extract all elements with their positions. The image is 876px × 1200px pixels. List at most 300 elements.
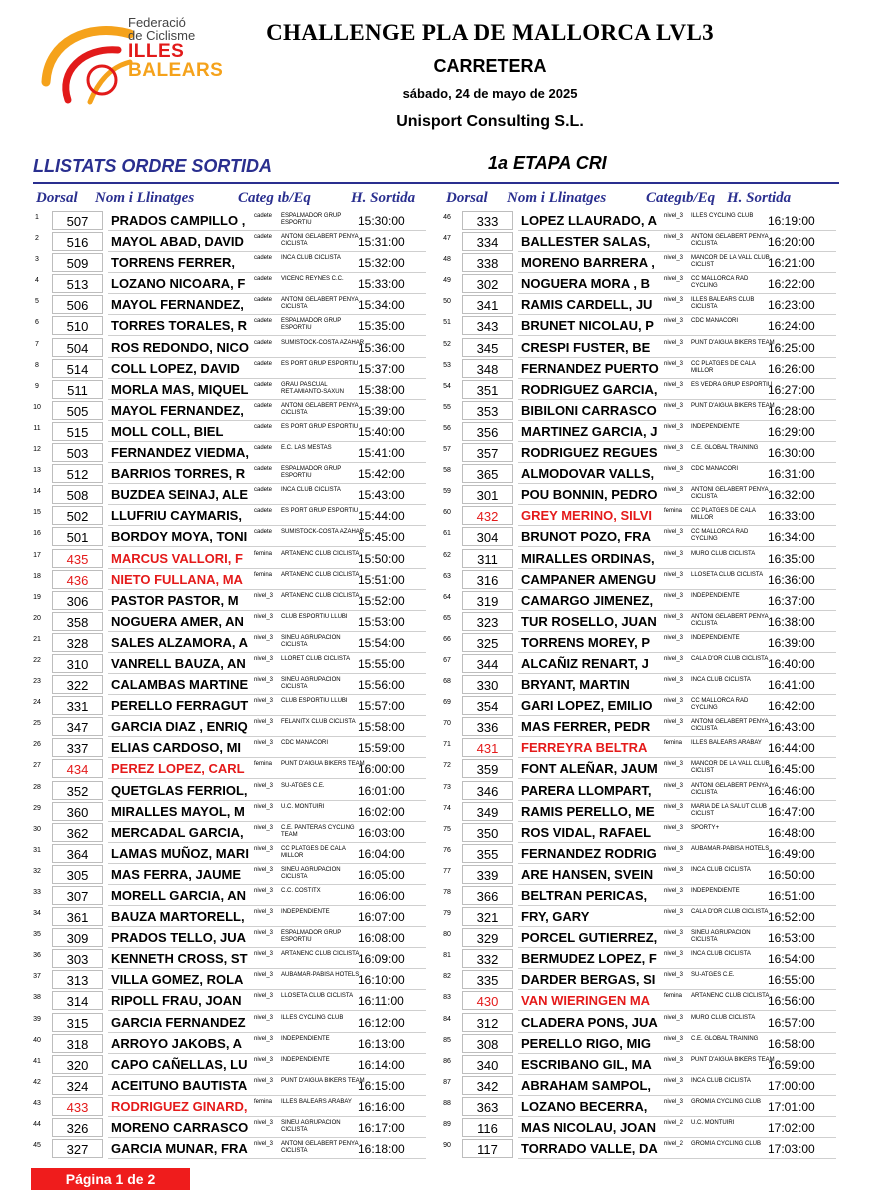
- dorsal-number: 361: [66, 910, 89, 926]
- row-underline: [518, 757, 836, 758]
- rider-category: nivel_3: [664, 255, 684, 262]
- row-underline: [108, 694, 426, 695]
- rider-team: ARTANENC CLUB CICLISTA: [691, 993, 770, 1000]
- rider-name: TUR ROSELLO, JUAN: [521, 613, 657, 629]
- rider-category: nivel_3: [254, 909, 274, 916]
- rider-name: FRY, GARY: [521, 909, 590, 925]
- rider-category: nivel_3: [254, 951, 274, 958]
- start-time: 16:40:00: [768, 656, 815, 671]
- rider-name: FONT ALEÑAR, JAUM: [521, 761, 658, 777]
- dorsal-number: 516: [66, 235, 89, 251]
- rider-name: ALMODOVAR VALLS,: [521, 466, 655, 482]
- rider-category: nivel_3: [254, 592, 274, 599]
- row-underline: [108, 863, 426, 864]
- page-indicator: Página 1 de 2: [31, 1168, 190, 1190]
- row-underline: [518, 568, 836, 569]
- row-number: 44: [33, 1121, 41, 1129]
- start-time: 16:02:00: [358, 804, 405, 819]
- col-header-name-right: Nom i Llinatges: [507, 190, 607, 206]
- row-underline: [518, 589, 836, 590]
- row-underline: [108, 462, 426, 463]
- row-underline: [518, 884, 836, 885]
- row-underline: [518, 1158, 836, 1159]
- start-time: 16:46:00: [768, 783, 815, 798]
- row-underline: [108, 652, 426, 653]
- rider-team: INCA CLUB CICLISTA: [281, 255, 341, 262]
- row-number: 79: [443, 910, 451, 918]
- row-number: 50: [443, 298, 451, 306]
- rider-team: ILLES CYCLING CLUB: [691, 213, 754, 219]
- rider-category: nivel_3: [664, 803, 684, 810]
- rider-team: CC MALLORCA RAD CYCLING: [691, 529, 749, 543]
- row-underline: [518, 230, 836, 231]
- start-time: 16:23:00: [768, 298, 815, 313]
- row-number: 81: [443, 952, 451, 960]
- dorsal-number: 331: [66, 699, 89, 715]
- start-time: 15:55:00: [358, 656, 405, 671]
- rider-name: DARDER BERGAS, SI: [521, 972, 656, 988]
- rider-team: ES PORT GRUP ESPORTIU: [281, 423, 359, 430]
- row-number: 83: [443, 994, 451, 1002]
- rider-team: AUBAMAR-PABISA HOTELS: [281, 972, 360, 979]
- start-time: 15:33:00: [358, 277, 405, 292]
- rider-category: nivel_3: [664, 761, 684, 768]
- row-underline: [518, 821, 836, 822]
- dorsal-number: 318: [66, 1036, 89, 1052]
- rider-team: MARIA DE LA SALUT CLUB CICLIST: [691, 803, 767, 817]
- rider-name: MAYOL FERNANDEZ,: [111, 402, 244, 418]
- start-time: 16:09:00: [358, 952, 405, 967]
- rider-category: cadete: [254, 508, 273, 515]
- row-number: 27: [33, 762, 41, 770]
- rider-category: cadete: [254, 213, 273, 219]
- start-time: 16:24:00: [768, 319, 815, 334]
- start-time: 17:00:00: [768, 1078, 815, 1093]
- rider-category: nivel_3: [254, 993, 274, 1000]
- rider-category: nivel_3: [664, 719, 684, 726]
- rider-team: GRAU PASCUAL RET.AMIANTO-SAXUN: [281, 381, 344, 395]
- rider-name: BORDOY MOYA, TONI: [111, 529, 248, 545]
- dorsal-number: 435: [66, 551, 89, 567]
- start-time: 15:54:00: [358, 635, 405, 650]
- dorsal-number: 332: [476, 952, 499, 968]
- start-time: 15:42:00: [358, 467, 405, 482]
- dorsal-number: 315: [66, 1015, 89, 1031]
- row-underline: [518, 251, 836, 252]
- rider-team: PUNT D'AIGUA BIKERS TEAM: [691, 1056, 775, 1063]
- start-time: 15:51:00: [358, 572, 405, 587]
- row-underline: [108, 335, 426, 336]
- rider-category: nivel_3: [664, 1014, 684, 1021]
- row-number: 5: [35, 298, 39, 306]
- rider-team: CLUB ESPORTIU LLUBI: [281, 698, 348, 705]
- rider-team: ANTONI GELABERT PENYA CICLISTA: [691, 613, 769, 627]
- start-time: 16:27:00: [768, 382, 815, 397]
- row-number: 32: [33, 867, 41, 875]
- dorsal-number: 503: [66, 446, 89, 462]
- row-underline: [108, 610, 426, 611]
- rider-category: nivel_3: [254, 634, 274, 641]
- start-time: 16:28:00: [768, 403, 815, 418]
- rider-team: PUNT D'AIGUA BIKERS TEAM: [281, 1077, 365, 1084]
- rider-name: MOLL COLL, BIEL: [111, 423, 224, 439]
- row-underline: [108, 947, 426, 948]
- rider-team: ARTANENC CLUB CICLISTA: [281, 592, 360, 599]
- row-underline: [518, 546, 836, 547]
- dorsal-number: 325: [476, 635, 499, 651]
- rider-name: SALES ALZAMORA, A: [111, 634, 248, 650]
- start-time: 15:39:00: [358, 403, 405, 418]
- rider-name: LAMAS MUÑOZ, MARI: [111, 845, 249, 861]
- row-number: 85: [443, 1036, 451, 1044]
- rider-team: SINEU AGRUPACION CICLISTA: [281, 677, 341, 691]
- dorsal-number: 350: [476, 825, 499, 841]
- start-time: 16:43:00: [768, 720, 815, 735]
- rider-name: ALCAÑIZ RENART, J: [521, 655, 649, 671]
- section-title-stage: 1a ETAPA CRI: [488, 153, 607, 173]
- start-time: 16:03:00: [358, 825, 405, 840]
- rider-category: femina: [664, 740, 683, 747]
- dorsal-number: 302: [476, 277, 499, 293]
- start-time: 16:57:00: [768, 1015, 815, 1030]
- dorsal-number: 337: [66, 741, 89, 757]
- rider-name: MIRALLES MAYOL, M: [111, 803, 245, 819]
- start-time: 16:11:00: [358, 994, 404, 1009]
- row-underline: [518, 673, 836, 674]
- rider-name: CLADERA PONS, JUA: [521, 1014, 658, 1030]
- dorsal-number: 307: [66, 889, 89, 904]
- rider-name: FERNANDEZ VIEDMA,: [111, 445, 249, 461]
- row-underline: [108, 546, 426, 547]
- row-underline: [108, 1074, 426, 1075]
- rider-team: CDC MANACORI: [281, 740, 329, 747]
- rider-team: CC PLATGES DE CALA MILLOR: [691, 508, 756, 522]
- row-underline: [518, 1137, 836, 1138]
- row-number: 21: [33, 635, 41, 643]
- row-number: 67: [443, 656, 451, 664]
- row-underline: [108, 1095, 426, 1096]
- start-time: 17:02:00: [768, 1121, 815, 1136]
- row-underline: [108, 1137, 426, 1138]
- row-number: 41: [33, 1057, 41, 1065]
- start-time: 16:52:00: [768, 910, 815, 925]
- rider-category: nivel_3: [664, 655, 684, 662]
- start-time: 16:58:00: [768, 1036, 815, 1051]
- rider-name: MIRALLES ORDINAS,: [521, 550, 655, 566]
- dorsal-number: 342: [476, 1078, 499, 1094]
- dorsal-number: 341: [476, 298, 499, 314]
- rider-name: CAMPANER AMENGU: [521, 571, 657, 587]
- rider-category: nivel_3: [664, 487, 684, 494]
- dorsal-number: 434: [66, 762, 89, 778]
- rider-name: ESCRIBANO GIL, MA: [521, 1056, 652, 1072]
- row-number: 18: [33, 572, 41, 580]
- row-number: 82: [443, 973, 451, 981]
- rider-category: nivel_3: [254, 1056, 274, 1063]
- row-underline: [108, 1032, 426, 1033]
- row-number: 2: [35, 235, 39, 243]
- rider-category: nivel_3: [664, 866, 684, 873]
- row-underline: [108, 293, 426, 294]
- row-number: 90: [443, 1142, 451, 1150]
- start-time: 16:47:00: [768, 804, 815, 819]
- row-number: 30: [33, 825, 41, 833]
- row-number: 76: [443, 846, 451, 854]
- rider-category: cadete: [254, 360, 273, 367]
- row-number: 57: [443, 446, 451, 454]
- rider-name: COLL LOPEZ, DAVID: [111, 360, 240, 376]
- rider-category: femina: [664, 508, 683, 515]
- rider-category: cadete: [254, 318, 273, 325]
- row-underline: [108, 230, 426, 231]
- start-time: 15:38:00: [358, 382, 405, 397]
- rider-category: nivel_3: [664, 466, 684, 473]
- start-time: 15:52:00: [358, 593, 405, 608]
- rider-category: cadete: [254, 255, 273, 262]
- rider-category: nivel_3: [254, 803, 274, 810]
- dorsal-number: 310: [66, 656, 89, 672]
- start-time: 16:32:00: [768, 488, 815, 503]
- row-number: 45: [33, 1142, 41, 1150]
- rider-name: RIPOLL FRAU, JOAN: [111, 993, 242, 1009]
- col-header-dorsal-right: Dorsal: [446, 190, 488, 206]
- rider-team: ILLES BALEARS CLUB CICLISTA: [691, 297, 755, 311]
- row-number: 17: [33, 551, 41, 559]
- row-underline: [518, 1095, 836, 1096]
- row-number: 54: [443, 382, 451, 390]
- row-number: 29: [33, 804, 41, 812]
- rider-team: CDC MANACORI: [691, 318, 739, 325]
- row-number: 55: [443, 403, 451, 411]
- rider-team: ANTONI GELABERT PENYA CICLISTA: [691, 782, 769, 796]
- rider-name: MERCADAL GARCIA,: [111, 824, 244, 840]
- row-number: 42: [33, 1078, 41, 1086]
- rider-name: BRUNOT POZO, FRA: [521, 529, 651, 545]
- row-number: 74: [443, 804, 451, 812]
- row-number: 36: [33, 952, 41, 960]
- dorsal-number: 305: [66, 867, 89, 883]
- row-underline: [108, 821, 426, 822]
- start-time: 15:35:00: [358, 319, 405, 334]
- col-header-dorsal-left: Dorsal: [36, 190, 78, 206]
- dorsal-number: 339: [476, 867, 499, 883]
- rider-category: nivel_3: [254, 655, 274, 662]
- row-number: 43: [33, 1099, 41, 1107]
- rider-team: PUNT D'AIGUA BIKERS TEAM: [691, 402, 775, 409]
- rider-name: FERNANDEZ RODRIG: [521, 845, 657, 861]
- rider-team: INDEPENDIENTE: [691, 888, 740, 894]
- row-underline: [518, 736, 836, 737]
- row-number: 9: [35, 382, 39, 390]
- rider-name: PEREZ LOPEZ, CARL: [111, 761, 245, 777]
- row-number: 33: [33, 889, 41, 896]
- rider-category: nivel_3: [664, 1035, 684, 1042]
- dorsal-number: 355: [476, 846, 499, 862]
- row-underline: [108, 272, 426, 273]
- start-time: 16:04:00: [358, 846, 405, 861]
- col-header-name-left: Nom i Llinatges: [95, 190, 195, 206]
- rider-name: FERREYRA BELTRA: [521, 740, 648, 756]
- rider-name: RODRIGUEZ REGUES: [521, 445, 658, 461]
- dorsal-number: 508: [66, 488, 89, 504]
- start-time: 15:43:00: [358, 488, 405, 503]
- row-number: 77: [443, 867, 451, 875]
- row-number: 47: [443, 235, 451, 243]
- row-number: 73: [443, 783, 451, 791]
- rider-name: TORRES TORALES, R: [111, 318, 248, 334]
- rider-team: INDEPENDIENTE: [281, 1056, 330, 1063]
- event-title: CHALLENGE PLA DE MALLORCA LVL3: [266, 20, 714, 45]
- rider-category: femina: [254, 571, 273, 578]
- start-time: 15:40:00: [358, 424, 405, 439]
- rider-category: nivel_3: [664, 571, 684, 578]
- start-time: 16:49:00: [768, 846, 815, 861]
- rider-team: ANTONI GELABERT PENYA CICLISTA: [691, 234, 769, 248]
- start-time: 16:01:00: [358, 783, 405, 798]
- row-number: 20: [33, 614, 41, 622]
- rider-team: PUNT D'AIGUA BIKERS TEAM: [281, 761, 365, 768]
- row-underline: [108, 420, 426, 421]
- rider-category: nivel_3: [664, 592, 684, 599]
- dorsal-number: 511: [67, 382, 88, 398]
- rider-name: GREY MERINO, SILVI: [521, 508, 652, 524]
- row-number: 84: [443, 1015, 451, 1023]
- dorsal-number: 507: [66, 214, 89, 229]
- rider-category: nivel_3: [664, 698, 684, 705]
- row-underline: [518, 525, 836, 526]
- row-number: 48: [443, 256, 451, 264]
- rider-category: nivel_3: [254, 1035, 274, 1042]
- rider-name: RODRIGUEZ GARCIA,: [521, 381, 658, 397]
- section-title-start-order: LLISTATS ORDRE SORTIDA: [33, 156, 273, 176]
- start-time: 16:50:00: [768, 867, 815, 882]
- rider-name: MAS FERRA, JAUME: [111, 866, 242, 882]
- start-time: 17:01:00: [768, 1099, 815, 1114]
- rider-name: VAN WIERINGEN MA: [521, 993, 651, 1009]
- dorsal-number: 306: [66, 593, 89, 609]
- rider-name: BERMUDEZ LOPEZ, F: [521, 951, 657, 967]
- rider-name: BALLESTER SALAS,: [521, 234, 651, 250]
- dorsal-number: 431: [476, 741, 499, 757]
- row-number: 7: [35, 340, 39, 348]
- rider-category: nivel_3: [254, 740, 274, 747]
- row-underline: [108, 926, 426, 927]
- row-underline: [518, 947, 836, 948]
- rider-team: C.E. GLOBAL TRAINING: [691, 1035, 759, 1042]
- rider-name: PRADOS TELLO, JUA: [111, 930, 247, 946]
- dorsal-number: 356: [476, 424, 499, 440]
- start-time: 15:57:00: [358, 699, 405, 714]
- row-number: 14: [33, 488, 41, 496]
- row-number: 34: [33, 910, 41, 918]
- rider-team: INCA CLUB CICLISTA: [691, 866, 751, 873]
- dorsal-number: 436: [66, 572, 89, 588]
- dorsal-number: 319: [476, 593, 499, 609]
- rider-category: cadete: [254, 297, 273, 304]
- row-underline: [518, 631, 836, 632]
- rider-team: SU-ATGES C.E.: [691, 972, 735, 979]
- rider-category: femina: [254, 761, 273, 768]
- dorsal-number: 334: [476, 235, 499, 251]
- rider-category: nivel_3: [664, 234, 684, 241]
- row-underline: [108, 251, 426, 252]
- row-underline: [108, 736, 426, 737]
- rider-name: BELTRAN PERICAS,: [521, 888, 648, 903]
- rider-team: ESPALMADOR GRUP ESPORTIU: [281, 318, 342, 332]
- row-underline: [518, 272, 836, 273]
- dorsal-number: 327: [66, 1142, 89, 1158]
- dorsal-number: 358: [66, 614, 89, 630]
- rider-category: femina: [254, 550, 273, 557]
- dorsal-number: 432: [476, 509, 499, 525]
- row-underline: [518, 378, 836, 379]
- rider-name: BAUZA MARTORELL,: [111, 909, 245, 925]
- dorsal-number: 365: [476, 467, 499, 483]
- row-underline: [108, 483, 426, 484]
- rider-category: cadete: [254, 487, 273, 494]
- row-underline: [518, 483, 836, 484]
- start-time: 15:56:00: [358, 678, 405, 693]
- dorsal-number: 321: [476, 910, 499, 926]
- rider-name: ARE HANSEN, SVEIN: [521, 866, 654, 882]
- rider-name: PERELLO FERRAGUT: [111, 698, 249, 714]
- row-underline: [518, 905, 836, 906]
- row-underline: [518, 335, 836, 336]
- rider-name: MARCUS VALLORI, F: [111, 550, 243, 566]
- start-time: 16:21:00: [768, 256, 815, 271]
- row-underline: [518, 420, 836, 421]
- start-time: 16:10:00: [358, 973, 405, 988]
- start-time: 16:16:00: [358, 1099, 405, 1114]
- rider-team: MANCOR DE LA VALL CLUB CICLIST: [691, 255, 770, 269]
- rider-team: SINEU AGRUPACION CICLISTA: [691, 930, 751, 944]
- rider-name: ACEITUNO BAUTISTA: [111, 1077, 248, 1093]
- row-number: 23: [33, 678, 41, 686]
- rider-team: ANTONI GELABERT PENYA CICLISTA: [281, 1141, 359, 1155]
- row-underline: [518, 842, 836, 843]
- dorsal-number: 504: [66, 340, 89, 356]
- row-number: 52: [443, 340, 451, 348]
- rider-name: ARROYO JAKOBS, A: [111, 1035, 242, 1051]
- rider-category: nivel_3: [664, 1077, 684, 1084]
- col-header-category-left: Categ ιb/Eq: [238, 190, 311, 206]
- start-time: 16:14:00: [358, 1057, 405, 1072]
- rider-team: INDEPENDIENTE: [691, 592, 740, 599]
- start-time: 16:06:00: [358, 889, 405, 903]
- row-underline: [108, 589, 426, 590]
- row-underline: [108, 905, 426, 906]
- row-underline: [518, 968, 836, 969]
- dorsal-number: 303: [66, 952, 89, 968]
- dorsal-number: 363: [476, 1099, 499, 1115]
- start-time: 16:37:00: [768, 593, 815, 608]
- rider-name: PORCEL GUTIERREZ,: [521, 930, 658, 946]
- start-time: 16:48:00: [768, 825, 815, 840]
- rider-category: nivel_3: [254, 1014, 274, 1021]
- rider-team: VICENC REYNES C.C.: [281, 276, 344, 283]
- start-time: 16:55:00: [768, 973, 815, 988]
- dorsal-number: 313: [66, 973, 89, 989]
- start-time: 15:31:00: [358, 235, 405, 250]
- start-time: 16:54:00: [768, 952, 815, 967]
- rider-category: nivel_3: [254, 698, 274, 705]
- row-number: 88: [443, 1099, 451, 1107]
- start-time: 15:59:00: [358, 741, 405, 756]
- dorsal-number: 506: [66, 298, 89, 314]
- start-time: 16:22:00: [768, 277, 815, 292]
- dorsal-number: 359: [476, 762, 499, 778]
- rider-team: SPORTY+: [691, 824, 720, 831]
